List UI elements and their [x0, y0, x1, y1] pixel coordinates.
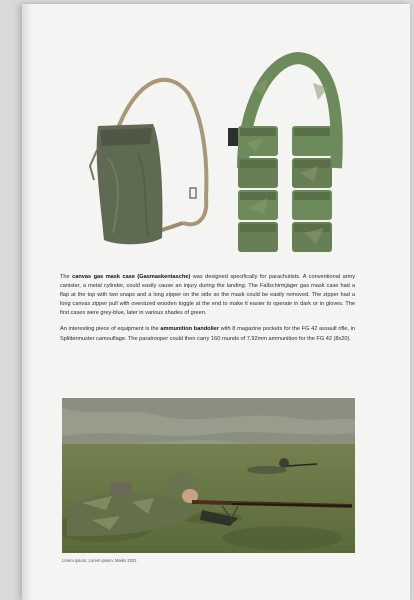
paragraph-2-body: with 8 magazine pockets for the FG 42 assault rifle, in Splittermuster camouflage. The paratrooper could then carry 160 rounds of 7.92mm ammunition for the FG 42 (8x20).: [60, 326, 355, 342]
paragraph-1-lead: The: [60, 274, 73, 280]
body-text: [60, 273, 355, 351]
term-ammunition-bandolier: ammunition bandolier: [160, 326, 219, 333]
page-spine-shadow: [22, 4, 32, 600]
reenactment-photo: [62, 398, 355, 553]
photo-caption: Lorem ipsum, Lorem ipsum, Maiko 2021: [62, 558, 137, 563]
paragraph-gas-mask-case: [60, 273, 355, 318]
gas-mask-case: [90, 80, 206, 244]
equipment-photo: [78, 48, 348, 258]
paragraph-1-body: was designed specifically for parachutists. A conventional army canister, a metal cylinder, could easily cause an injury during the landing. The Fallschirmjäger gas mask case had a flap at the top with two snaps and a long zipper on the side so the mask could be easily removed. The zipper had a long canvas zipper pull with oversized wooden toggle at the end to make it easier to operate in dark or in gloves. The first cases were grey-blue, later in various shades of green.: [60, 274, 355, 317]
ammunition-bandolier: [228, 58, 337, 252]
paragraph-2-lead: An interesting piece of equipment is the: [60, 326, 161, 333]
term-gas-mask-case: canvas gas mask case (Gasmaskentasche): [72, 274, 191, 280]
paragraph-ammunition-bandolier: [60, 325, 355, 343]
